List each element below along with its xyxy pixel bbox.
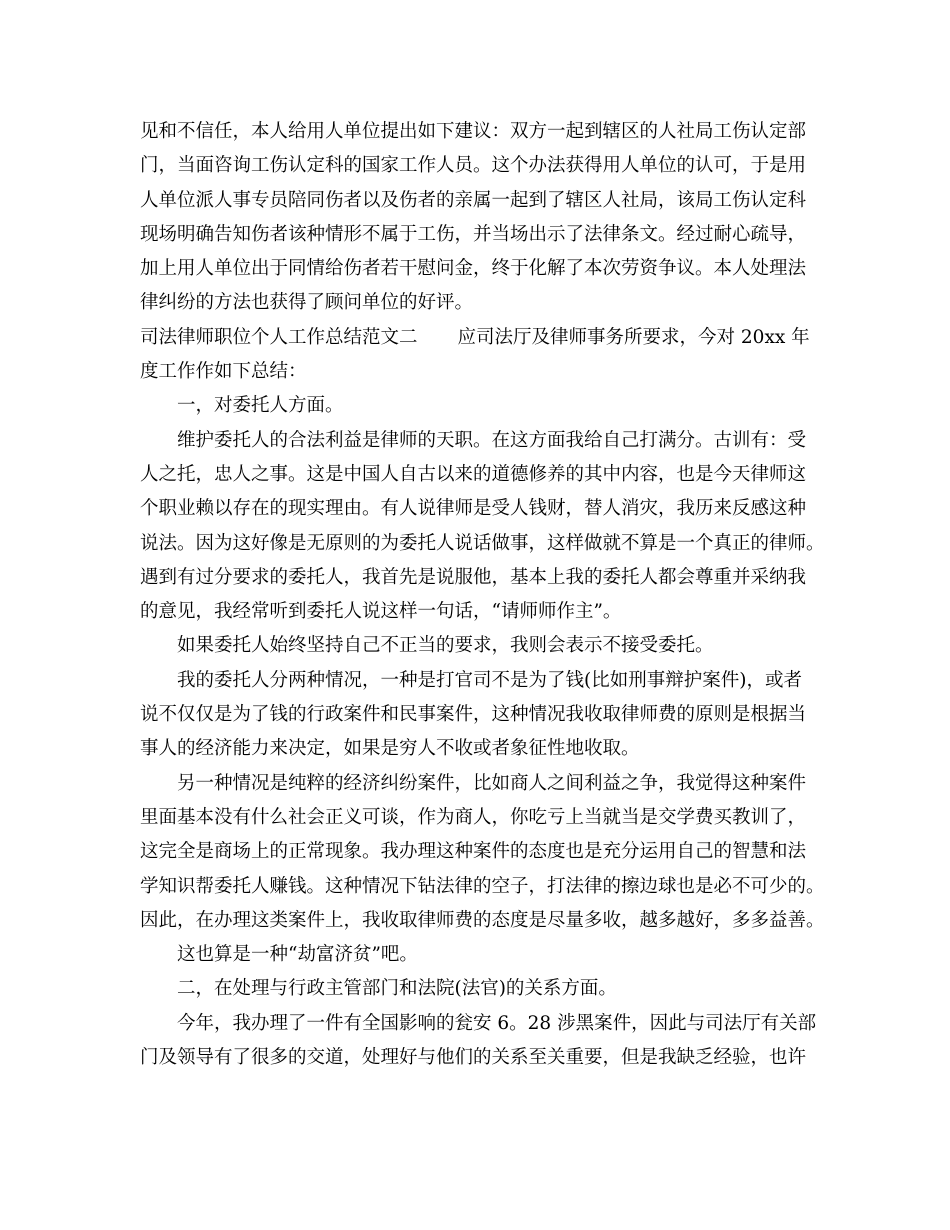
paragraph-line: 这完全是商场上的正常现象。我办理这种案件的态度也是充分运用自己的智慧和法: [140, 841, 807, 863]
text-line: 度工作作如下总结：: [140, 361, 307, 383]
text-line: 见和不信任，本人给用人单位提出如下建议：双方一起到辖区的人社局工伤认定部: [140, 121, 807, 142]
text-line: 门，当面咨询工伤认定科的国家工作人员。这个办法获得用人单位的认可，于是用: [140, 155, 807, 177]
paragraph-line: 说法。因为这好像是无原则的为委托人说话做事，这样做就不算是一个真正的律师。: [140, 532, 825, 554]
paragraph-line: 遇到有过分要求的委托人，我首先是说服他，基本上我的委托人都会尊重并采纳我: [140, 566, 807, 588]
paragraph-line: 门及领导有了很多的交道，处理好与他们的关系至关重要，但是我缺乏经验，也许: [140, 1047, 807, 1069]
text-line: 律纠纷的方法也获得了顾问单位的好评。: [140, 292, 474, 314]
paragraph-line: 个职业赖以存在的现实理由。有人说律师是受人钱财，替人消灾，我历来反感这种: [140, 498, 807, 520]
paragraph-line: 的意见，我经常听到委托人说这样一句话，“请师师作主”。: [140, 601, 622, 623]
paragraph-line: 人之托，忠人之事。这是中国人自古以来的道德修养的其中内容，也是今天律师这: [140, 463, 807, 485]
paragraph-line: 另一种情况是纯粹的经济纠纷案件，比如商人之间利益之争，我觉得这种案件: [177, 772, 807, 794]
section-heading: 二，在处理与行政主管部门和法院(法官)的关系方面。: [177, 978, 617, 1000]
paragraph-line: 事人的经济能力来决定，如果是穷人不收或者象征性地收取。: [140, 738, 640, 760]
paragraph-line: 说不仅仅是为了钱的行政案件和民事案件，这种情况我收取律师费的原则是根据当: [140, 704, 807, 726]
article-heading: [140, 321, 830, 355]
article-intro: 应司法厅及律师事务所要求，今对 20xx 年: [457, 326, 810, 348]
paragraph-line: 这也算是一种“劫富济贫”吧。: [177, 944, 418, 966]
paragraph-line: 因此，在办理这类案件上，我收取律师费的态度是尽量多收，越多越好，多多益善。: [140, 909, 825, 931]
paragraph-line: 我的委托人分两种情况，一种是打官司不是为了钱(比如刑事辩护案件)，或者: [177, 669, 802, 691]
paragraph-line: 维护委托人的合法利益是律师的天职。在这方面我给自己打满分。古训有：受: [177, 429, 807, 451]
section-heading: 一，对委托人方面。: [177, 395, 344, 417]
paragraph-line: 学知识帮委托人赚钱。这种情况下钻法律的空子，打法律的擦边球也是必不可少的。: [140, 875, 825, 897]
paragraph-line: 如果委托人始终坚持自己不正当的要求，我则会表示不接受委托。: [177, 635, 714, 657]
text-line: 加上用人单位出于同情给伤者若干慰问金，终于化解了本次劳资争议。本人处理法: [140, 258, 807, 280]
paragraph-line: 今年，我办理了一件有全国影响的瓮安 6。28 涉黑案件，因此与司法厅有关部: [177, 1012, 817, 1034]
text-line: 人单位派人事专员陪同伤者以及伤者的亲属一起到了辖区人社局，该局工伤认定科: [140, 189, 807, 211]
article-title: 司法律师职位个人工作总结范文二: [140, 326, 418, 348]
paragraph-line: 里面基本没有什么社会正义可谈，作为商人，你吃亏上当就当是交学费买教训了，: [140, 806, 807, 828]
document-body: [140, 115, 830, 1075]
text-line: 现场明确告知伤者该种情形不属于工伤，并当场出示了法律条文。经过耐心疏导，: [140, 223, 807, 245]
